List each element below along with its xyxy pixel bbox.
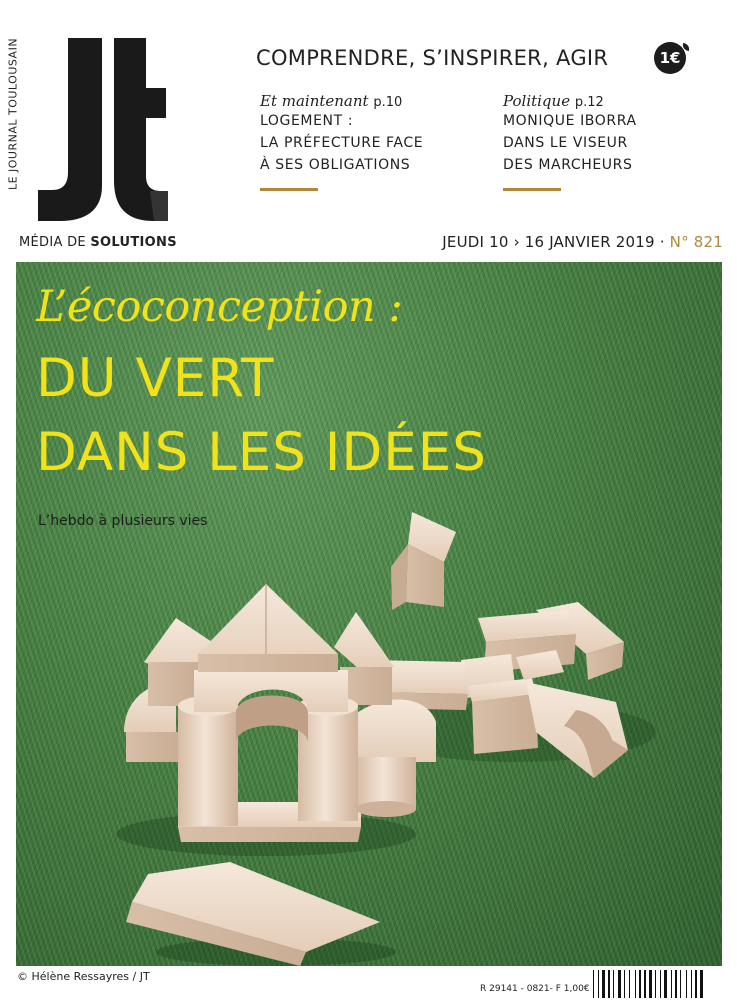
- masthead-vertical-label: [2, 26, 24, 202]
- jt-logo: [30, 38, 180, 223]
- teaser-page: p.10: [373, 95, 403, 110]
- cover-photo: [16, 262, 722, 966]
- price-badge: 1€: [654, 42, 686, 74]
- cover-headline-line1: DU VERT: [36, 348, 275, 409]
- teaser-line: À SES OBLIGATIONS: [260, 157, 411, 173]
- teaser-rule: [260, 188, 318, 191]
- tagline: COMPRENDRE, S’INSPIRER, AGIR: [256, 46, 609, 70]
- teaser-line: DANS LE VISEUR: [503, 135, 628, 151]
- teaser-politique[interactable]: [503, 92, 723, 191]
- price-code: R 29141 - 0821- F 1,00€: [480, 984, 590, 994]
- vertical-label-text: LE JOURNAL TOULOUSAIN: [6, 37, 20, 191]
- teaser-line: LA PRÉFECTURE FACE: [260, 135, 424, 151]
- cover-subhead: L’hebdo à plusieurs vies: [38, 513, 208, 529]
- photo-credit: © Hélène Ressayres / JT: [17, 970, 150, 983]
- cover-headline-italic: L’écoconception :: [36, 282, 403, 332]
- media-strong: SOLUTIONS: [90, 235, 177, 250]
- tagline-bar: [256, 42, 726, 76]
- teaser-line: MONIQUE IBORRA: [503, 113, 637, 129]
- cover-headline-line2: DANS LES IDÉES: [36, 422, 487, 483]
- issue-number: N° 821: [669, 233, 723, 251]
- teaser-logement[interactable]: [260, 92, 480, 191]
- teaser-rubric: Et maintenant: [260, 92, 369, 110]
- teaser-line: DES MARCHEURS: [503, 157, 633, 173]
- teaser-page: p.12: [574, 95, 604, 110]
- issue-date: JEUDI 10 › 16 JANVIER 2019 ·: [442, 233, 665, 251]
- teaser-line: LOGEMENT :: [260, 113, 354, 129]
- barcode-graphic: [592, 970, 724, 998]
- teaser-rubric: Politique: [503, 92, 571, 110]
- teaser-rule: [503, 188, 561, 191]
- teaser-heading: [503, 92, 723, 110]
- teaser-heading: [260, 92, 480, 110]
- media-prefix: MÉDIA DE: [19, 235, 86, 250]
- issue-date-line: [442, 233, 723, 251]
- media-line: [19, 235, 177, 250]
